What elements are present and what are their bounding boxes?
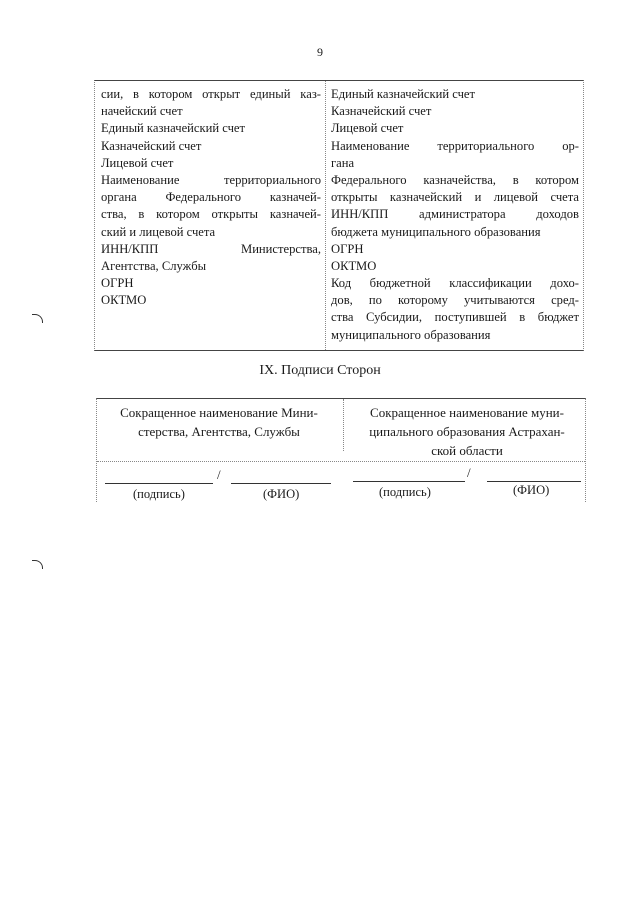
requisite-line: ОКТМО [331, 258, 377, 273]
signature-caption: (подпись) [133, 487, 185, 501]
column-divider [343, 399, 344, 451]
requisite-line: открыты казначейский и лицевой счета [331, 190, 579, 205]
requisite-line: бюджета муниципального образования [331, 224, 541, 239]
punch-mark [32, 560, 43, 569]
requisite-line: Лицевой счет [101, 155, 174, 170]
municipality-requisites-column [331, 86, 579, 344]
requisite-line: Казначейский счет [101, 138, 202, 153]
requisite-line: органа Федерального казначей- [101, 190, 321, 205]
requisite-line: Код бюджетной классификации дохо- [331, 276, 579, 291]
header-line: ской области [431, 443, 503, 458]
requisite-line: ОГРН [101, 276, 134, 291]
requisite-line: Агентства, Службы [101, 258, 207, 273]
header-line: стерства, Агентства, Службы [138, 424, 300, 439]
header-line: ципального образования Астрахан- [369, 424, 565, 439]
requisite-line: ства Субсидии, поступившей в бюджет [331, 310, 579, 325]
requisite-line: ОГРН [331, 241, 364, 256]
name-caption: (ФИО) [513, 483, 550, 497]
requisite-line: муниципального образования [331, 327, 491, 342]
section-title: IX. Подписи Сторон [259, 363, 381, 378]
requisite-line: Наименование территориального ор- [331, 138, 579, 153]
requisite-line: ства, в котором открыты казначей- [101, 207, 321, 222]
requisite-line: ский и лицевой счета [101, 224, 216, 239]
requisite-line: дов, по которому учитываются сред- [331, 293, 579, 308]
requisite-line: Казначейский счет [331, 104, 432, 119]
requisites-table [94, 80, 584, 351]
municipality-name-header [349, 403, 585, 460]
requisite-line: гана [331, 155, 355, 170]
separator-slash: / [467, 465, 471, 480]
requisite-line: Федерального казначейства, в котором [331, 172, 579, 187]
header-line: Сокращенное наименование муни- [370, 405, 564, 420]
column-divider [325, 81, 326, 350]
ministry-signature-line [105, 483, 213, 484]
municipality-name-line [487, 481, 581, 482]
ministry-name-line [231, 483, 331, 484]
requisite-line: Лицевой счет [331, 121, 404, 136]
page-number: 9 [317, 45, 323, 59]
ministry-requisites-column [101, 86, 321, 309]
requisite-line: Наименование территориального [101, 172, 321, 187]
requisite-line: Единый казначейский счет [331, 87, 476, 101]
signatures-table [96, 398, 586, 502]
requisite-line: Единый казначейский счет [101, 121, 246, 136]
requisite-line: ИНН/КПП Министерства, [101, 241, 321, 256]
name-caption: (ФИО) [263, 487, 300, 501]
municipality-signature-line [353, 481, 465, 482]
row-divider [97, 461, 585, 462]
requisite-line: ИНН/КПП администратора доходов [331, 207, 579, 222]
requisite-line: сии, в котором открыт единый каз- [101, 87, 321, 101]
signature-caption: (подпись) [379, 485, 431, 499]
punch-mark [32, 314, 43, 323]
requisite-line: ОКТМО [101, 293, 147, 308]
separator-slash: / [217, 467, 221, 482]
requisite-line: начейский счет [101, 104, 183, 119]
ministry-name-header [101, 403, 337, 441]
header-line: Сокращенное наименование Мини- [120, 405, 318, 420]
